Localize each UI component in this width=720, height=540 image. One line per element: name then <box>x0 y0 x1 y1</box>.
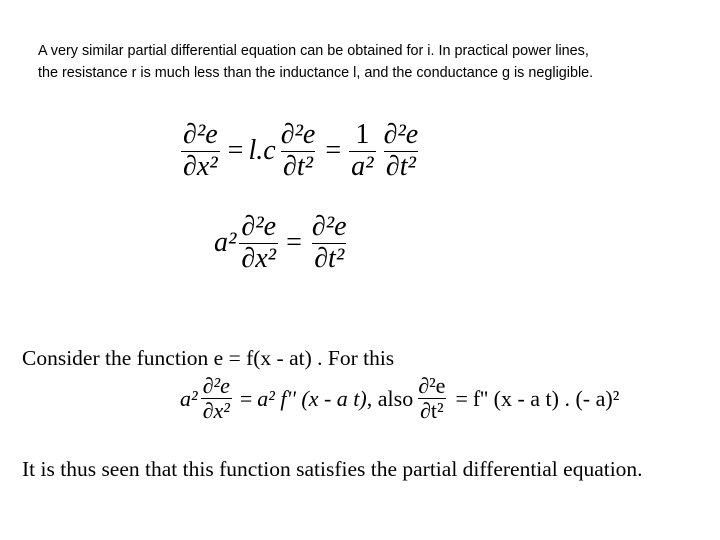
numerator: ∂²e <box>418 373 446 398</box>
equals-sign: = <box>286 227 302 259</box>
fraction-1-over-a2 <box>349 120 375 183</box>
coefficient-lc: l.c <box>248 135 276 167</box>
equation-wave-a2 <box>214 212 352 275</box>
fraction-d2e-dx2 <box>181 120 220 183</box>
conclusion-text: It is thus seen that this function satisfies the partial differential equation. <box>22 457 643 481</box>
also-text: , also <box>366 385 414 411</box>
coefficient-a2: a² <box>180 385 198 411</box>
fraction-d2e-dt2 <box>310 212 349 275</box>
denominator: a² <box>351 150 374 182</box>
fraction-d2e-dt2 <box>279 120 318 183</box>
numerator: 1 <box>355 119 370 150</box>
numerator: ∂²e <box>202 373 230 398</box>
fraction-d2e-dt2 <box>382 120 421 183</box>
fraction-d2e-dx2 <box>201 374 232 423</box>
equals-sign: = <box>227 135 244 167</box>
numerator: ∂²e <box>280 119 316 150</box>
numerator: ∂²e <box>183 119 218 150</box>
equals-sign: = <box>325 135 342 167</box>
intro-paragraph <box>38 40 708 84</box>
denominator: ∂x² <box>241 242 277 274</box>
equals-sign: = <box>455 385 468 411</box>
equation-wave-lc <box>178 120 423 183</box>
numerator: ∂²e <box>311 211 347 242</box>
denominator: ∂t² <box>420 398 444 424</box>
denominator: ∂t² <box>385 150 416 182</box>
denominator: ∂x² <box>183 150 218 182</box>
rhs-second-derivative-t: f'' (x - a t) . (- a)² <box>472 385 620 411</box>
denominator: ∂x² <box>202 398 230 424</box>
equals-sign: = <box>239 385 253 411</box>
fraction-d2e-dt2 <box>416 374 447 423</box>
numerator: ∂²e <box>241 211 277 242</box>
consider-text: Consider the function e = f(x - at) . For this <box>22 346 395 370</box>
denominator: ∂t² <box>314 242 345 274</box>
intro-line-2: the resistance r is much less than the inductance l, and the conductance g is negligible. <box>38 65 594 81</box>
fraction-d2e-dx2 <box>239 212 278 275</box>
numerator: ∂²e <box>383 119 419 150</box>
intro-line-1: A very similar partial differential equation can be obtained for i. In practical power lines, <box>38 43 589 59</box>
equation-derivative-check <box>180 374 619 423</box>
rhs-second-derivative-x: a² f'' (x - a t) <box>257 385 367 411</box>
denominator: ∂t² <box>283 150 314 182</box>
coefficient-a2: a² <box>214 227 237 259</box>
